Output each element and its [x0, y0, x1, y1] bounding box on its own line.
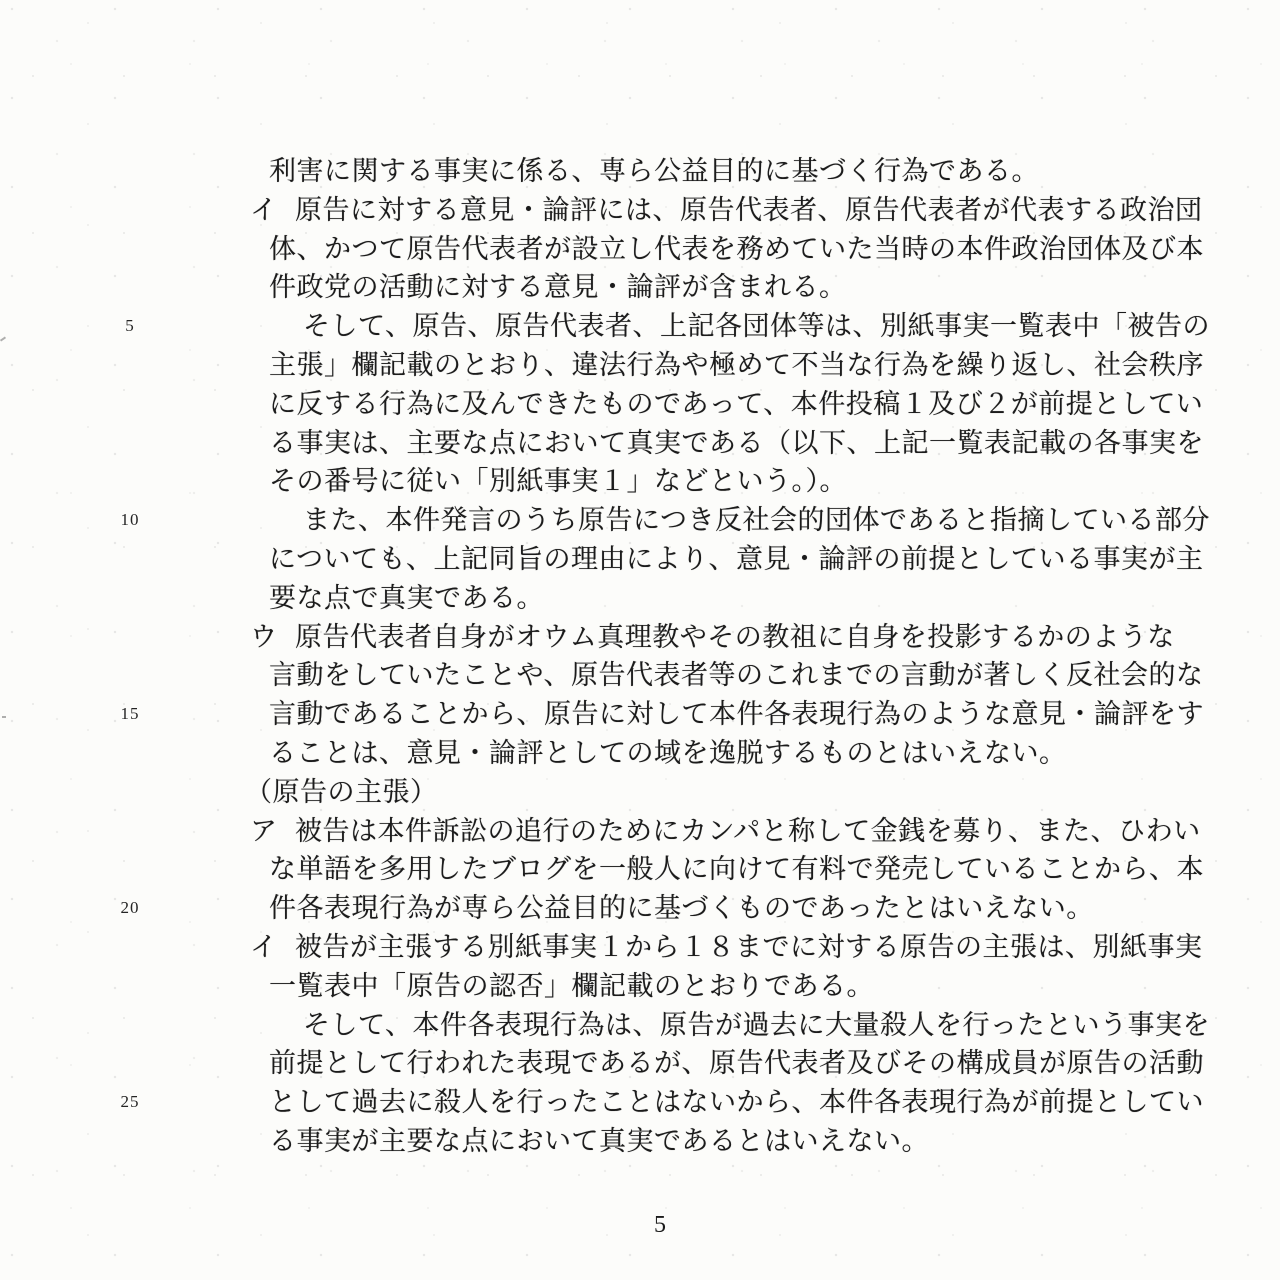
line-text: 件各表現行為が専ら公益目的に基づくものであったとはいえない。	[269, 893, 1094, 924]
item-marker: イ	[250, 194, 278, 225]
document-line	[0, 695, 1280, 734]
line-text: 主張」欄記載のとおり、違法行為や極めて不当な行為を繰り返し、社会秩序	[269, 349, 1204, 380]
document-line	[0, 656, 1280, 695]
document-line	[0, 889, 1280, 928]
document-line	[0, 152, 1280, 191]
document-line	[0, 385, 1280, 424]
line-text: る事実が主要な点において真実であるとはいえない。	[269, 1125, 929, 1156]
margin-line-number: 20	[120, 898, 140, 918]
document-line	[0, 1006, 1280, 1045]
margin-line-number: 25	[120, 1092, 140, 1112]
line-text: 要な点で真実である。	[269, 582, 544, 613]
document-line	[0, 850, 1280, 889]
line-text: 件政党の活動に対する意見・論評が含まれる。	[269, 272, 847, 303]
line-text: な単語を多用したブログを一般人に向けて有料で発売していることから、本	[269, 854, 1204, 885]
line-text: その番号に従い「別紙事実１」などという。）。	[269, 466, 847, 497]
document-line	[0, 773, 1280, 812]
line-text: （原告の主張）	[245, 776, 438, 807]
margin-line-number: 5	[125, 316, 135, 336]
line-text: そして、原告、原告代表者、上記各団体等は、別紙事実一覧表中「被告の	[303, 311, 1210, 342]
line-text: 原告に対する意見・論評には、原告代表者、原告代表者が代表する政治団	[295, 194, 1203, 225]
margin-line-number: 10	[120, 510, 140, 530]
margin-line-number: 15	[120, 704, 140, 724]
document-line	[0, 579, 1280, 618]
line-text: 体、かつて原告代表者が設立し代表を務めていた当時の本件政治団体及び本	[269, 233, 1204, 264]
item-marker: ウ	[250, 621, 278, 652]
document-line	[0, 618, 1280, 657]
line-text: ることは、意見・論評としての域を逸脱するものとはいえない。	[269, 737, 1067, 768]
line-text: として過去に殺人を行ったことはないから、本件各表現行為が前提としてい	[269, 1087, 1204, 1118]
line-text: 利害に関する事実に係る、専ら公益目的に基づく行為である。	[269, 156, 1039, 186]
document-line	[0, 346, 1280, 385]
line-text: 言動であることから、原告に対して本件各表現行為のような意見・論評をす	[269, 699, 1204, 730]
line-text: についても、上記同旨の理由により、意見・論評の前提としている事実が主	[269, 543, 1204, 574]
line-text: 言動をしていたことや、原告代表者等のこれまでの言動が著しく反社会的な	[269, 660, 1204, 691]
document-line	[0, 928, 1280, 967]
document-line	[0, 307, 1280, 346]
document-line	[0, 462, 1280, 501]
document-line	[0, 268, 1280, 307]
document-line	[0, 734, 1280, 773]
document-line	[0, 1044, 1280, 1083]
line-text: 前提として行われた表現であるが、原告代表者及びその構成員が原告の活動	[269, 1048, 1204, 1079]
document-line	[0, 1083, 1280, 1122]
document-line	[0, 1122, 1280, 1161]
line-text: また、本件発言のうち原告につき反社会的団体であると指摘している部分	[303, 505, 1210, 536]
document-line	[0, 230, 1280, 269]
document-line	[0, 424, 1280, 463]
document-line	[0, 967, 1280, 1006]
line-text: 一覧表中「原告の認否」欄記載のとおりである。	[269, 970, 874, 1001]
document-line	[0, 812, 1280, 851]
document-line	[0, 191, 1280, 230]
line-text: 被告が主張する別紙事実１から１８までに対する原告の主張は、別紙事実	[295, 931, 1203, 962]
line-text: 原告代表者自身がオウム真理教やその教祖に自身を投影するかのような	[295, 621, 1175, 652]
document-line	[0, 540, 1280, 579]
line-text: 被告は本件訴訟の追行のためにカンパと称して金銭を募り、また、ひわい	[295, 815, 1201, 846]
item-marker: ア	[250, 815, 278, 846]
page-number: 5	[654, 1212, 666, 1238]
line-text: る事実は、主要な点において真実である（以下、上記一覧表記載の各事実を	[269, 427, 1204, 458]
line-text: そして、本件各表現行為は、原告が過去に大量殺人を行ったという事実を	[303, 1009, 1210, 1040]
item-marker: イ	[250, 931, 278, 962]
document-text-block	[0, 152, 1280, 1161]
document-line	[0, 501, 1280, 540]
line-text: に反する行為に及んできたものであって、本件投稿１及び２が前提としてい	[269, 388, 1204, 419]
